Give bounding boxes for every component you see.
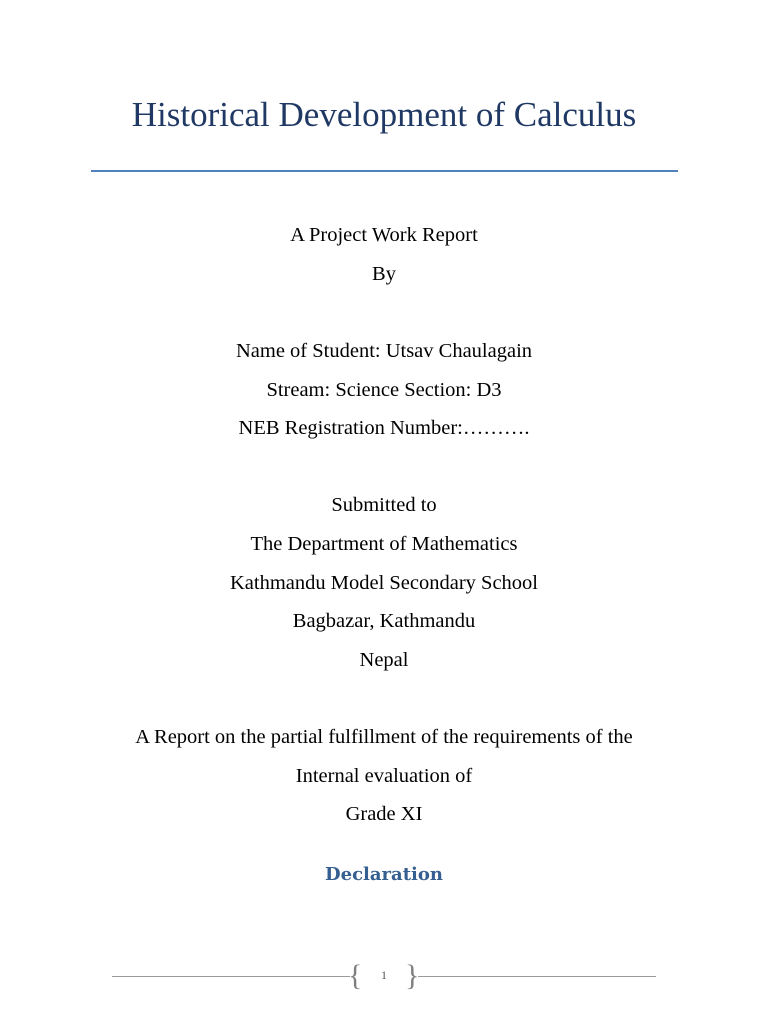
fulfillment-line-2: Internal evaluation of <box>295 765 473 787</box>
grade-line: Grade XI <box>345 803 423 825</box>
page-number: 1 <box>381 968 387 982</box>
student-name-line: Name of Student: Utsav Chaulagain <box>235 340 533 362</box>
title-underline <box>91 170 678 172</box>
school-line: Kathmandu Model Secondary School <box>229 572 538 594</box>
footer-close-bracket: } <box>405 959 420 992</box>
stream-section-line: Stream: Science Section: D3 <box>266 379 502 401</box>
declaration-heading: Declaration <box>325 864 443 885</box>
fulfillment-line-1: A Report on the partial fulfillment of the requirements of the <box>135 726 633 748</box>
footer-rule-left <box>112 976 350 977</box>
address-line: Bagbazar, Kathmandu <box>292 610 476 632</box>
country-line: Nepal <box>359 649 409 671</box>
footer-open-bracket: { <box>348 959 363 992</box>
by-line: By <box>372 263 396 285</box>
registration-line: NEB Registration Number:………. <box>238 417 530 439</box>
footer-rule-right <box>418 976 656 977</box>
document-title: Historical Development of Calculus <box>131 95 637 134</box>
submitted-to-line: Submitted to <box>331 494 437 516</box>
report-type-line: A Project Work Report <box>290 224 478 246</box>
department-line: The Department of Mathematics <box>250 533 518 555</box>
